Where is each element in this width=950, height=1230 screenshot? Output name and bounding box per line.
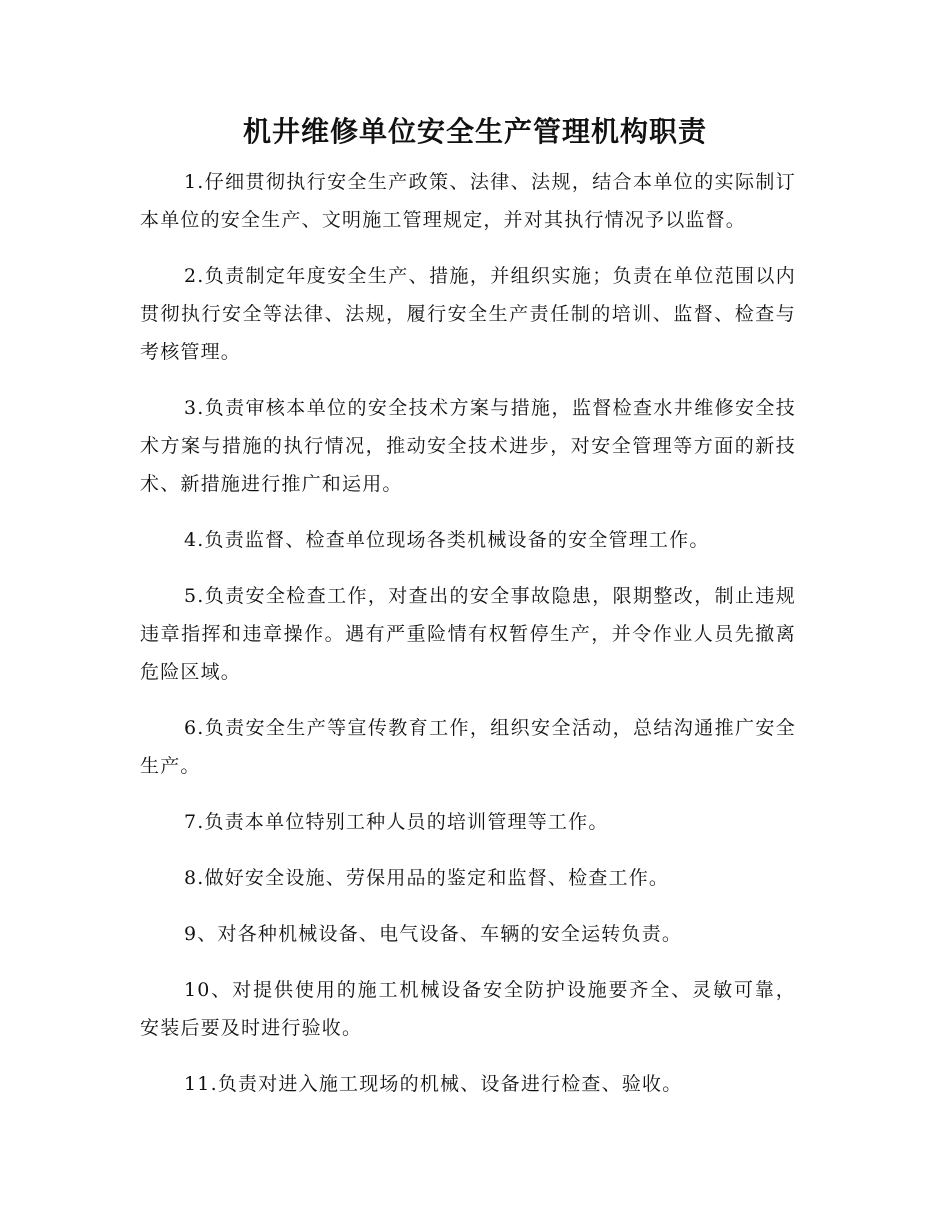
- paragraph-6: 6.负责安全生产等宣传教育工作，组织安全活动，总结沟通推广安全生产。: [140, 717, 796, 777]
- paragraph-3: 3.负责审核本单位的安全技术方案与措施，监督检查水井维修安全技术方案与措施的执行情况，推动安全技术进步，对安全管理等方面的新技术、新措施进行推广和运用。: [140, 397, 796, 495]
- document-title: 机井维修单位安全生产管理机构职责: [242, 115, 707, 148]
- paragraph-10: 10、对提供使用的施工机械设备安全防护设施要齐全、灵敏可靠，安装后要及时进行验收。: [140, 979, 796, 1039]
- paragraph-2: 2.负责制定年度安全生产、措施，并组织实施；负责在单位范围以内贯彻执行安全等法律、法规，履行安全生产责任制的培训、监督、检查与考核管理。: [140, 265, 796, 363]
- paragraph-9: 9、对各种机械设备、电气设备、车辆的安全运转负责。: [184, 923, 683, 945]
- paragraph-4: 4.负责监督、检查单位现场各类机械设备的安全管理工作。: [184, 529, 710, 551]
- document-body: [140, 163, 796, 1121]
- paragraph-8: 8.做好安全设施、劳保用品的鉴定和监督、检查工作。: [184, 867, 670, 889]
- paragraph-7: 7.负责本单位特别工种人员的培训管理等工作。: [184, 811, 609, 833]
- paragraph-11: 11.负责对进入施工现场的机械、设备进行检查、验收。: [184, 1073, 683, 1095]
- paragraph-1: 1.仔细贯彻执行安全生产政策、法律、法规，结合本单位的实际制订本单位的安全生产、文明施工管理规定，并对其执行情况予以监督。: [140, 171, 796, 231]
- paragraph-5: 5.负责安全检查工作，对查出的安全事故隐患，限期整改，制止违规违章指挥和违章操作。遇有严重险情有权暂停生产，并令作业人员先撤离危险区域。: [140, 585, 796, 683]
